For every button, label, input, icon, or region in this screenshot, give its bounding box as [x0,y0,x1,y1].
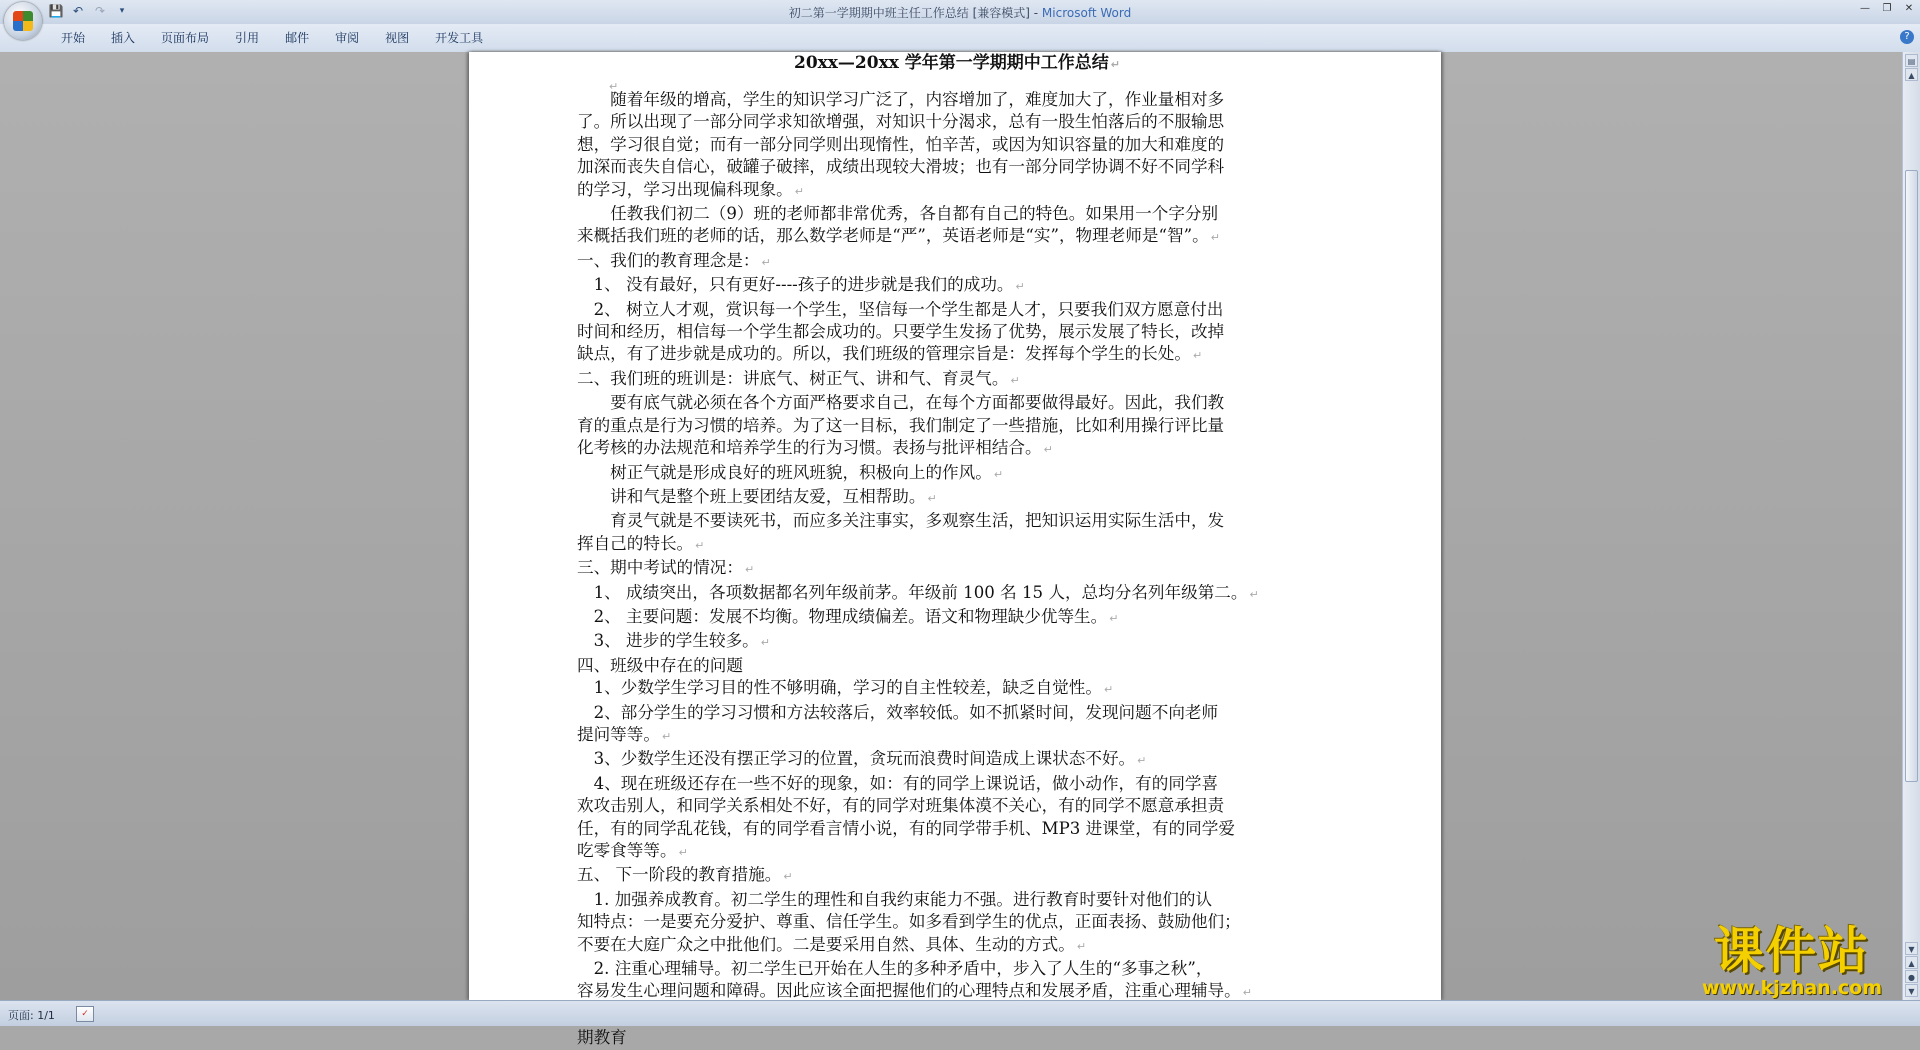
document-line-text: 育灵气就是不要读死书，而应多关注事实，多观察生活，把知识运用实际生活中，发 [577,511,1225,531]
document-line [577,958,1337,980]
title-bar [0,0,1920,24]
document-line-text: 随着年级的增高，学生的知识学习广泛了，内容增加了，难度加大了，作业量相对多 [577,90,1225,109]
document-line [577,134,1337,156]
watermark-url: www.kjzhan.com [1701,977,1883,999]
paragraph-mark-icon: ↵ [678,846,688,859]
document-line [577,179,1337,203]
ribbon [0,24,1920,53]
document-line-text: 2、 主要问题：发展不均衡。物理成绩偏差。语文和物理缺少优等生。 [577,606,1108,626]
document-line [577,911,1337,933]
document-line [577,250,1337,274]
document-line [577,677,1337,701]
status-bar [0,1000,1920,1026]
document-line-text: 2、 树立人才观，赏识每一个学生，坚信每一个学生都是人才，只要我们双方愿意付出 [577,299,1224,319]
previous-page-icon[interactable]: ▲ [1905,956,1918,969]
document-line [577,818,1337,840]
paragraph-mark-icon: ↵ [1043,443,1053,457]
window-controls [1858,2,1916,16]
paragraph-mark-icon: ↵ [1109,611,1119,625]
document-title [577,52,1337,74]
document-line [577,510,1337,532]
next-page-icon[interactable]: ▼ [1905,984,1918,997]
document-line [577,724,1337,748]
document-line [577,415,1337,437]
document-line [577,606,1337,630]
document-line [577,203,1337,225]
save-icon[interactable]: 💾 [48,4,64,18]
tab-developer[interactable]: 开发工具 [435,31,484,45]
paragraph-mark-icon: ↵ [744,563,755,577]
document-line-text: 挥自己的特长。 [577,533,694,553]
office-logo-icon [13,11,33,31]
paragraph-mark-icon: ↵ [760,636,770,650]
scroll-thumb[interactable] [1905,170,1918,782]
document-line-text: 时间和经历，相信每一个学生都会成功的。只要学生发扬了优势，展示发展了特长，改掉 [577,322,1225,342]
help-icon[interactable]: ? [1900,30,1914,44]
document-lines [577,74,1337,1050]
document-line-text: 想，学习很自觉；而有一部分同学则出现惰性，怕辛苦，或因为知识容量的加大和难度的 [577,134,1225,154]
paragraph-mark-icon: ↵ [1076,939,1087,953]
document-line-text: 五、 下一阶段的教育措施。 [577,865,782,885]
document-line [577,630,1337,654]
document-line [577,321,1337,343]
document-line [577,74,1337,93]
paragraph-mark-icon: ↵ [609,80,619,93]
watermark [1672,924,1912,998]
paragraph-mark-icon: ↵ [993,467,1004,481]
document-line [577,462,1337,486]
tab-review[interactable]: 审阅 [335,31,360,45]
document-line [577,557,1337,581]
document-line [577,795,1337,817]
document-line [577,655,1337,677]
office-button[interactable] [4,2,42,40]
document-line [577,343,1337,367]
document-line [577,840,1337,864]
document-line-text: 1、 没有最好，只有更好----孩子的进步就是我们的成功。 [577,275,1014,295]
document-line-text: 容易发生心理问题和障碍。因此应该全面把握他们的心理特点和发展矛盾，注重心理辅导。 [577,981,1241,1001]
tab-references[interactable]: 引用 [235,31,260,45]
document-line [577,748,1337,772]
document-line-text: 3、少数学生还没有摆正学习的位置，贪玩而浪费时间造成上课状态不好。 [577,749,1136,769]
document-line-text: 育的重点是行为习惯的培养。为了这一目标，我们制定了一些措施，比如利用操行评比量 [577,415,1225,435]
undo-icon[interactable]: ↶ [72,4,84,18]
paragraph-mark-icon: ↵ [927,491,937,505]
tab-home[interactable]: 开始 [61,31,86,45]
scroll-down-icon[interactable]: ▼ [1905,942,1918,955]
document-line-text: 知特点：一是要充分爱护、尊重、信任学生。如多看到学生的优点，正面表扬、鼓励他们； [577,912,1241,932]
document-page[interactable] [469,52,1441,1048]
document-title-text: 20xx—20xx 学年第一学期期中工作总结 [794,53,1109,73]
document-line-text: 2、部分学生的学习习惯和方法较落后，效率较低。如不抓紧时间，发现问题不向老师 [577,702,1219,722]
document-line-text: 提问等等。 [577,724,660,744]
paragraph-mark-icon: ↵ [1249,587,1259,601]
document-line [577,274,1337,298]
minimize-icon[interactable]: — [1860,3,1870,14]
document-line [577,299,1337,321]
document-line-text: 吃零食等等。 [577,841,677,860]
document-line [577,1027,1337,1049]
paragraph-mark-icon: ↵ [1210,231,1220,245]
tab-page-layout[interactable]: 页面布局 [161,31,210,45]
document-line-text: 了。所以出现了一部分同学求知欲增强，对知识十分渴求，总有一股生怕落后的不服输思 [577,112,1225,132]
tab-view[interactable]: 视图 [385,31,410,45]
window-title [0,4,1920,21]
document-line-text: 一、我们的教育理念是： [577,250,760,270]
window-title-document: 初二第一学期期中班主任工作总结 [兼容模式] - [788,6,1042,20]
paragraph-mark-icon: ↵ [783,870,793,884]
document-line-text: 二、我们班的班训是：讲底气、树正气、讲和气、育灵气。 [577,368,1009,388]
document-line-text: 化考核的办法规范和培养学生的行为习惯。表扬与批评相结合。 [577,438,1042,458]
paragraph-mark-icon: ↵ [1110,58,1120,71]
watermark-text: 课件站 [1714,922,1870,980]
document-line-text: 期教育 [577,1028,627,1048]
ribbon-tabs [48,30,496,46]
document-line-text: 树正气就是形成良好的班风班貌，积极向上的作风。 [577,462,992,482]
document-line-text: 任，有的同学乱花钱，有的同学看言情小说，有的同学带手机、MP3 进课堂，有的同学爱 [577,818,1235,838]
document-line-text: 1. 加强养成教育。初二学生的理性和自我约束能力不强。进行教育时要针对他们的认 [577,889,1213,909]
document-line [577,582,1337,606]
document-line [577,368,1337,392]
document-line-text: 要有底气就必须在各个方面严格要求自己，在每个方面都要做得最好。因此，我们教 [577,393,1225,413]
paragraph-mark-icon: ↵ [1242,986,1252,1000]
tab-mailings[interactable]: 邮件 [285,31,310,45]
tab-insert[interactable]: 插入 [111,31,136,45]
document-line [577,392,1337,414]
redo-icon[interactable]: ↷ [94,4,106,18]
document-line-text: 三、期中考试的情况： [577,558,743,578]
scroll-up-icon[interactable]: ▲ [1905,68,1918,81]
document-line [577,702,1337,724]
paragraph-mark-icon: ↵ [1137,754,1147,768]
document-line [577,486,1337,510]
document-line [577,864,1337,888]
paragraph-mark-icon: ↵ [761,255,771,269]
document-line-text: 2. 注重心理辅导。初二学生已开始在人生的多种矛盾中，步入了人生的“多事之秋”， [577,959,1213,979]
paragraph-mark-icon: ↵ [1010,373,1020,387]
ruler-toggle-icon[interactable]: ▤ [1905,54,1918,67]
customize-icon[interactable]: ▾ [119,6,125,16]
paragraph-mark-icon: ↵ [794,184,804,198]
document-line [577,89,1337,111]
document-line-text: 欢攻击别人，和同学关系相处不好，有的同学对班集体漠不关心，有的同学不愿意承担责 [577,796,1225,816]
vertical-scrollbar[interactable] [1902,52,1920,1000]
paragraph-mark-icon: ↵ [661,729,672,743]
document-line-text: 的学习，学习出现偏科现象。 [577,179,793,199]
paragraph-mark-icon: ↵ [695,538,705,552]
document-line-text: 1、 成绩突出，各项数据都名列年级前茅。年级前 100 名 15 人，总均分名列年级第二。 [577,582,1248,602]
document-line-text: 1、少数学生学习目的性不够明确，学习的自主性较差，缺乏自觉性。 [577,678,1102,698]
document-line-text: 讲和气是整个班上要团结友爱，互相帮助。 [577,486,926,506]
document-line-text: 加深而丧失自信心，破罐子破摔，成绩出现较大滑坡；也有一部分同学协调不好不同学科 [577,157,1225,177]
document-line [577,533,1337,557]
document-line-text: 任教我们初二（9）班的老师都非常优秀，各自都有自己的特色。如果用一个字分别 [577,204,1219,224]
document-body[interactable] [577,52,1337,1050]
close-icon[interactable]: ✕ [1904,3,1914,14]
browse-object-icon[interactable]: ● [1905,970,1918,983]
restore-icon[interactable]: ❐ [1882,3,1892,14]
document-line [577,934,1337,958]
quick-access-toolbar [48,3,130,19]
document-line-text: 四、班级中存在的问题 [577,655,743,675]
paragraph-mark-icon: ↵ [1103,683,1114,697]
document-line [577,773,1337,795]
proofing-status-icon[interactable]: ✓ [76,1006,94,1022]
document-line [577,437,1337,461]
document-line-text: 缺点，有了进步就是成功的。所以，我们班级的管理宗旨是：发挥每个学生的长处。 [577,344,1191,364]
document-line [577,225,1337,249]
window-title-app: Microsoft Word [1041,6,1132,20]
document-line [577,156,1337,178]
document-line-text: 4、现在班级还存在一些不好的现象，如：有的同学上课说话，做小动作，有的同学喜 [577,773,1219,793]
document-line [577,889,1337,911]
document-line-text: 来概括我们班的老师的话，那么数学老师是“严”，英语老师是“实”，物理老师是“智”。 [577,226,1209,246]
paragraph-mark-icon: ↵ [1192,349,1203,363]
paragraph-mark-icon: ↵ [1015,280,1025,294]
document-line [577,111,1337,133]
document-line-text: 3、 进步的学生较多。 [577,631,759,651]
page-count[interactable]: 页面: 1/1 [8,1009,55,1022]
document-line-text: 不要在大庭广众之中批他们。二是要采用自然、具体、生动的方式。 [577,934,1075,954]
